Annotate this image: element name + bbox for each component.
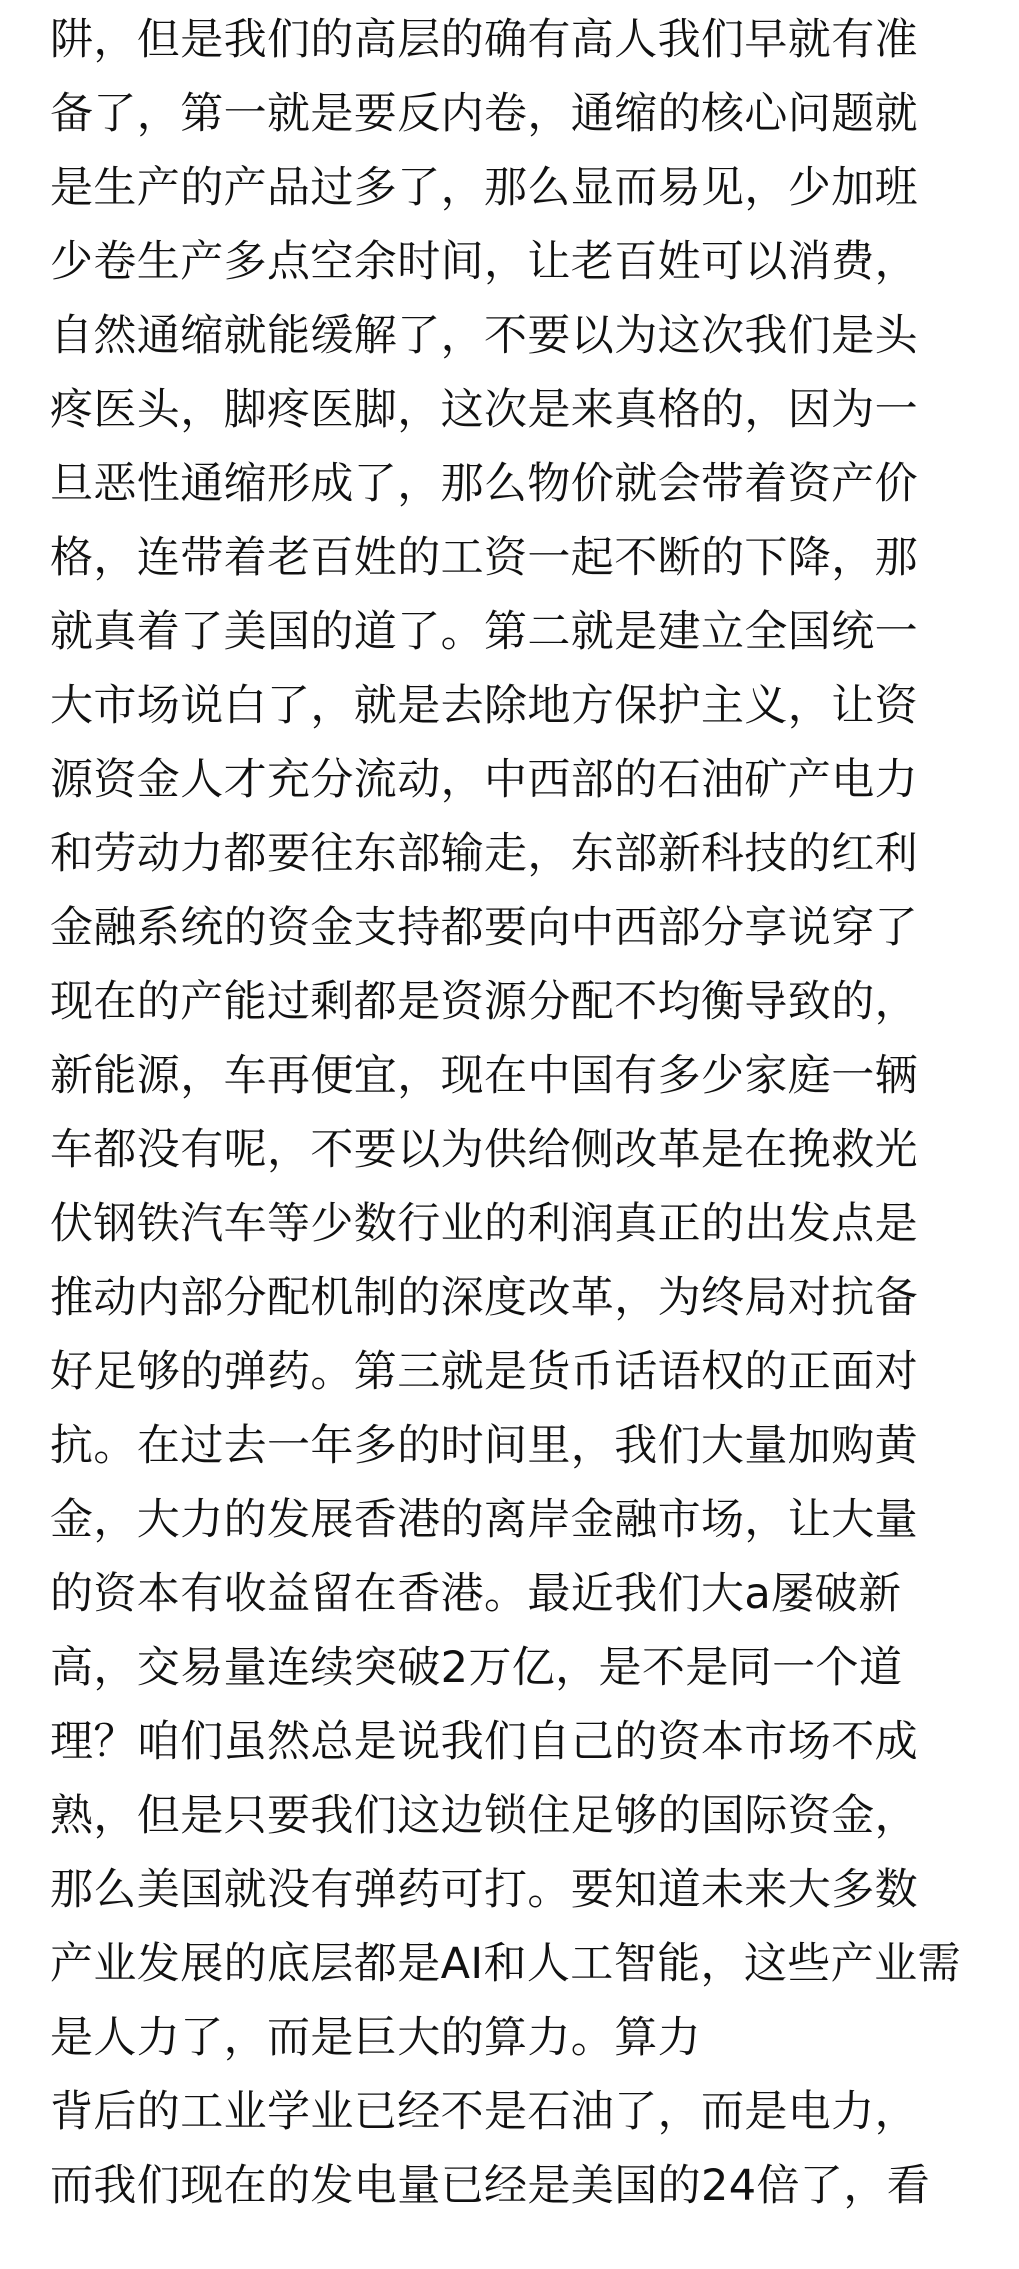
text-line: 熟，但是只要我们这边锁住足够的国际资金， (50, 1791, 918, 1841)
text-line: 的资本有收益留在香港。最近我们大a屡破新 (50, 1569, 902, 1619)
text-line: 金，大力的发展香港的离岸金融市场，让大量 (50, 1495, 918, 1545)
text-line: 和劳动力都要往东部输走，东部新科技的红利 (50, 829, 918, 879)
text-line: 格，连带着老百姓的工资一起不断的下降，那 (50, 533, 918, 583)
text-line: 备了，第一就是要反内卷，通缩的核心问题就 (50, 89, 918, 139)
text-line: 是人力了，而是巨大的算力。算力 (50, 2013, 701, 2063)
text-line: 旦恶性通缩形成了，那么物价就会带着资产价 (50, 459, 918, 509)
text-line: 是生产的产品过多了，那么显而易见，少加班 (50, 163, 918, 213)
text-line: 背后的工业学业已经不是石油了，而是电力， (50, 2087, 918, 2137)
text-line: 大市场说白了，就是去除地方保护主义，让资 (50, 681, 918, 731)
text-line: 产业发展的底层都是AI和人工智能，这些产业需 (50, 1939, 961, 1989)
text-line: 伏钢铁汽车等少数行业的利润真正的出发点是 (50, 1199, 918, 1249)
text-line: 新能源，车再便宜，现在中国有多少家庭一辆 (50, 1051, 918, 1101)
text-line: 疼医头，脚疼医脚，这次是来真格的，因为一 (50, 385, 918, 435)
text-line: 车都没有呢，不要以为供给侧改革是在挽救光 (50, 1125, 918, 1175)
text-line: 好足够的弹药。第三就是货币话语权的正面对 (50, 1347, 918, 1397)
text-line: 金融系统的资金支持都要向中西部分享说穿了 (50, 903, 918, 953)
text-line: 高，交易量连续突破2万亿，是不是同一个道 (50, 1643, 903, 1693)
text-line: 源资金人才充分流动，中西部的石油矿产电力 (50, 755, 918, 805)
text-line: 就真着了美国的道了。第二就是建立全国统一 (50, 607, 918, 657)
text-line: 推动内部分配机制的深度改革，为终局对抗备 (50, 1273, 918, 1323)
text-line: 少卷生产多点空余时间，让老百姓可以消费， (50, 237, 918, 287)
text-line: 阱，但是我们的高层的确有高人我们早就有准 (50, 15, 918, 65)
text-line: 抗。在过去一年多的时间里，我们大量加购黄 (50, 1421, 918, 1471)
text-line: 而我们现在的发电量已经是美国的24倍了，看 (50, 2161, 931, 2211)
text-line: 自然通缩就能缓解了，不要以为这次我们是头 (50, 311, 918, 361)
text-line: 理？咱们虽然总是说我们自己的资本市场不成 (50, 1717, 918, 1767)
text-line: 那么美国就没有弹药可打。要知道未来大多数 (50, 1865, 918, 1915)
text-line: 现在的产能过剩都是资源分配不均衡导致的， (50, 977, 918, 1027)
